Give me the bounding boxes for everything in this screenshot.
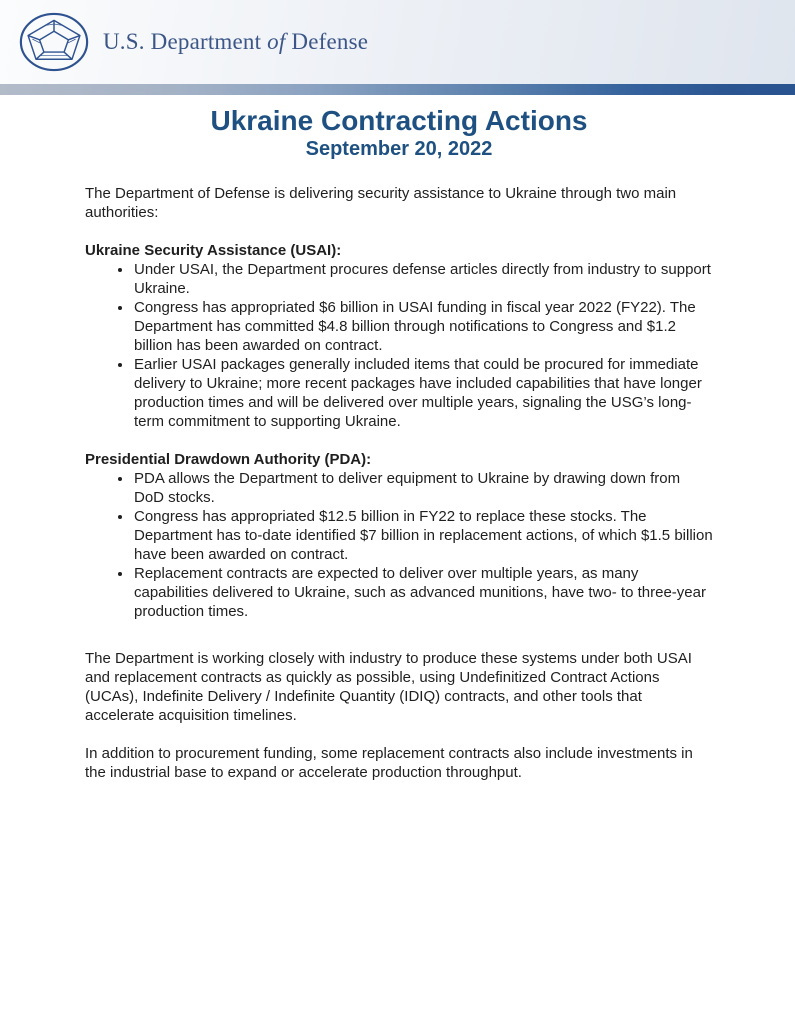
page-title: Ukraine Contracting Actions (210, 105, 588, 136)
intro-paragraph: The Department of Defense is delivering security assistance to Ukraine through two main authorities: (85, 185, 677, 221)
dod-header (0, 0, 795, 84)
list-item: • Congress has appropriated $6 billion in USAI funding in fiscal year 2022 (FY22). The Department has committed $4.8 billion through notifications to Congress and $1.2 billion has been awarded on contract. (133, 298, 713, 355)
agency-name-pre: U.S. Department (103, 29, 268, 54)
section-heading-usai: Ukraine Security Assistance (USAI): (85, 242, 342, 259)
section-heading-pda: Presidential Drawdown Authority (PDA): (85, 451, 372, 468)
list-item: • Congress has appropriated $12.5 billion in FY22 to replace these stocks. The Department has to-date identified $7 billion in replacement actions, of which $1.5 billion have been awarded on contract. (133, 507, 713, 564)
document-body (0, 95, 795, 782)
pentagon-logo-icon (18, 11, 90, 73)
agency-name-post: Defense (285, 29, 369, 54)
list-item: • Replacement contracts are expected to deliver over multiple years, as many capabilities delivered to Ukraine, such as advanced munitions, have two- to three-year production times. (133, 564, 713, 621)
agency-name-of: of (267, 29, 286, 54)
closing-paragraph-2: In addition to procurement funding, some replacement contracts also include investments in the industrial base to expand or accelerate production throughput. (85, 745, 693, 781)
header-divider-bar (0, 84, 795, 95)
page-date: September 20, 2022 (305, 138, 493, 160)
list-item: • Earlier USAI packages generally included items that could be procured for immediate delivery to Ukraine; more recent packages have included capabilities that have longer production times and will be delivered over multiple years, signaling the USG’s long-term commitment to supporting Ukraine. (133, 355, 713, 431)
closing-paragraph-1: The Department is working closely with industry to produce these systems under both USAI and replacement contracts as quickly as possible, using Undefinitized Contract Actions (UCAs), Indefinite Delivery / Indefinite Quantity (IDIQ) contracts, and other tools that accelerate acquisition timelines. (85, 650, 692, 724)
agency-name (103, 29, 368, 55)
list-item: • PDA allows the Department to deliver equipment to Ukraine by drawing down from DoD stocks. (133, 469, 713, 507)
list-item: • Under USAI, the Department procures defense articles directly from industry to support Ukraine. (133, 260, 713, 298)
pda-bullet-list (85, 469, 713, 621)
usai-bullet-list (85, 260, 713, 431)
